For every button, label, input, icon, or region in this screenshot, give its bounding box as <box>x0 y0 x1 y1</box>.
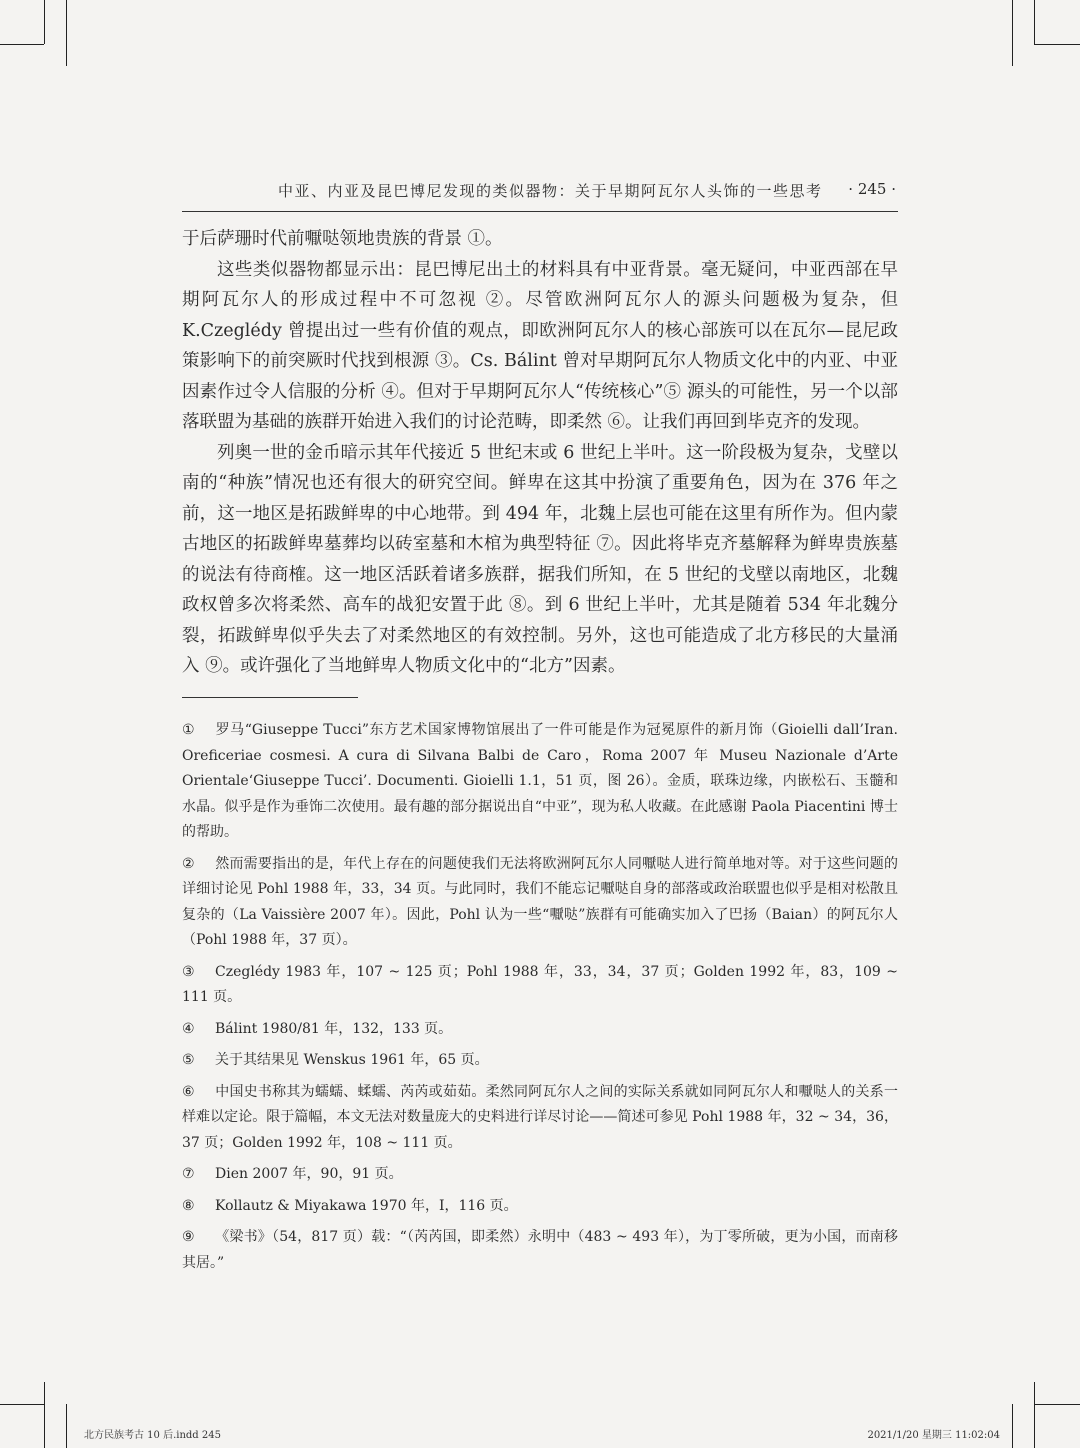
footnote-marker: ① <box>182 722 195 738</box>
crop-mark <box>1034 1382 1035 1448</box>
crop-mark <box>1034 1404 1080 1405</box>
footnote-text: Kollautz & Miyakawa 1970 年，I，116 页。 <box>215 1197 518 1214</box>
crop-mark <box>0 1404 44 1405</box>
footnote-marker: ⑨ <box>182 1229 195 1245</box>
crop-mark <box>66 0 67 66</box>
crop-mark <box>1034 0 1035 44</box>
footnote-text: 《梁书》（54，817 页）载：“（芮芮国，即柔然）永明中（483 ~ 493 年），为丁零所破，更为小国，而南移其居。” <box>182 1229 898 1271</box>
footnote-4 <box>182 1017 898 1043</box>
page-number: · 245 · <box>848 180 896 198</box>
footnote-2 <box>182 852 898 954</box>
footnote-5 <box>182 1048 898 1074</box>
header-rule <box>182 211 898 212</box>
footnote-9 <box>182 1225 898 1276</box>
footnote-marker: ⑥ <box>182 1083 195 1100</box>
footnote-marker: ⑧ <box>182 1197 195 1214</box>
footnote-6 <box>182 1080 898 1157</box>
footnote-1 <box>182 718 898 846</box>
crop-mark <box>44 0 45 44</box>
crop-mark <box>1012 0 1013 66</box>
paragraph: 于后萨珊时代前嚈哒领地贵族的背景 ①。 <box>182 229 503 249</box>
footnote-marker: ③ <box>182 963 195 980</box>
footnote-text: Dien 2007 年，90，91 页。 <box>215 1166 403 1182</box>
footnote-text: Bálint 1980/81 年，132，133 页。 <box>215 1020 453 1037</box>
print-slug-filename: 北方民族考古 10 后.indd 245 <box>84 1430 221 1441</box>
body-text <box>182 224 898 682</box>
footnote-8 <box>182 1194 898 1220</box>
footnote-text: 然而需要指出的是，年代上存在的问题使我们无法将欧洲阿瓦尔人同嚈哒人进行简单地对等。对于这些问题的详细讨论见 Pohl 1988 年，33，34 页。与此同时，我们不能忘记嚈哒自身的部落或政治联盟也似乎是相对松散且复杂的（La Vaissière 2007 年）。因此，Pohl 认为一些“嚈哒”族群有可能确实加入了巴扬（Baian）的阿瓦尔人（Pohl 1988 年，37 页）。 <box>182 855 898 948</box>
footnotes <box>182 718 898 1282</box>
footnote-marker: ④ <box>182 1020 195 1037</box>
footnote-text: Czeglédy 1983 年，107 ~ 125 页；Pohl 1988 年，33，34，37 页；Golden 1992 年，83，109 ~ 111 页。 <box>182 963 898 1005</box>
crop-mark <box>66 1404 67 1448</box>
paragraph: 列奥一世的金币暗示其年代接近 5 世纪末或 6 世纪上半叶。这一阶段极为复杂，戈壁以南的“种族”情况也还有很大的研究空间。鲜卑在这其中扮演了重要角色，因为在 376 年之前，这一地区是拓跋鲜卑的中心地带。到 494 年，北魏上层也可能在这里有所作为。但内蒙古地区的拓跋鲜卑墓葬均以砖室墓和木棺为典型特征 ⑦。因此将毕克齐墓解释为鲜卑贵族墓的说法有待商榷。这一地区活跃着诸多族群，据我们所知，在 5 世纪的戈壁以南地区，北魏政权曾多次将柔然、高车的战犯安置于此 ⑧。到 6 世纪上半叶，尤其是随着 534 年北魏分裂，拓跋鲜卑似乎失去了对柔然地区的有效控制。另外，这也可能造成了北方移民的大量涌入 ⑨。或许强化了当地鲜卑人物质文化中的“北方”因素。 <box>182 442 898 676</box>
footnote-3 <box>182 960 898 1011</box>
footnote-marker: ⑤ <box>182 1052 195 1068</box>
footnote-text: 中国史书称其为蠕蠕、蝚蠕、芮芮或茹茹。柔然同阿瓦尔人之间的实际关系就如同阿瓦尔人和嚈哒人的关系一样难以定论。限于篇幅，本文无法对数量庞大的史料进行详尽讨论——简述可参见 Pohl 1988 年，32 ~ 34，36，37 页；Golden 1992 年，108 ~ 111 页。 <box>182 1083 898 1151</box>
footnote-rule <box>182 697 358 698</box>
footnote-text: 关于其结果见 Wenskus 1961 年，65 页。 <box>215 1052 489 1068</box>
footnote-text: 罗马“Giuseppe Tucci”东方艺术国家博物馆展出了一件可能是作为冠冕原件的新月饰（Gioielli dall’Iran. Oreficeriae cosmesi. A cura di Silvana Balbi de Caro，Roma 2007 年 Museu Nazionale d’Arte Orientale‘Giuseppe Tucci’. Documenti. Gioielli 1.1，51 页，图 26）。金质，联珠边缘，内嵌松石、玉髓和水晶。似乎是作为垂饰二次使用。最有趣的部分据说出自“中亚”，现为私人收藏。在此感谢 Paola Piacentini 博士的帮助。 <box>182 722 898 840</box>
header-title: 中亚、内亚及昆巴博尼发现的类似器物：关于早期阿瓦尔人头饰的一些思考 <box>278 182 823 200</box>
paragraph: 这些类似器物都显示出：昆巴博尼出土的材料具有中亚背景。毫无疑问，中亚西部在早期阿瓦尔人的形成过程中不可忽视 ②。尽管欧洲阿瓦尔人的源头问题极为复杂，但K.Czeglédy 曾提出过一些有价值的观点，即欧洲阿瓦尔人的核心部族可以在瓦尔—昆尼政策影响下的前突厥时代找到根源 ③。Cs. Bálint 曾对早期阿瓦尔人物质文化中的内亚、中亚因素作过令人信服的分析 ④。但对于早期阿瓦尔人“传统核心”⑤ 源头的可能性，另一个以部落联盟为基础的族群开始进入我们的讨论范畴，即柔然 ⑥。让我们再回到毕克齐的发现。 <box>182 259 898 432</box>
footnote-marker: ⑦ <box>182 1166 195 1182</box>
crop-mark <box>1012 1404 1013 1448</box>
print-slug-timestamp: 2021/1/20 星期三 11:02:04 <box>867 1430 1000 1441</box>
crop-mark <box>44 1382 45 1448</box>
footnote-7 <box>182 1162 898 1188</box>
crop-mark <box>1034 44 1080 45</box>
crop-mark <box>0 44 44 45</box>
footnote-marker: ② <box>182 855 195 872</box>
